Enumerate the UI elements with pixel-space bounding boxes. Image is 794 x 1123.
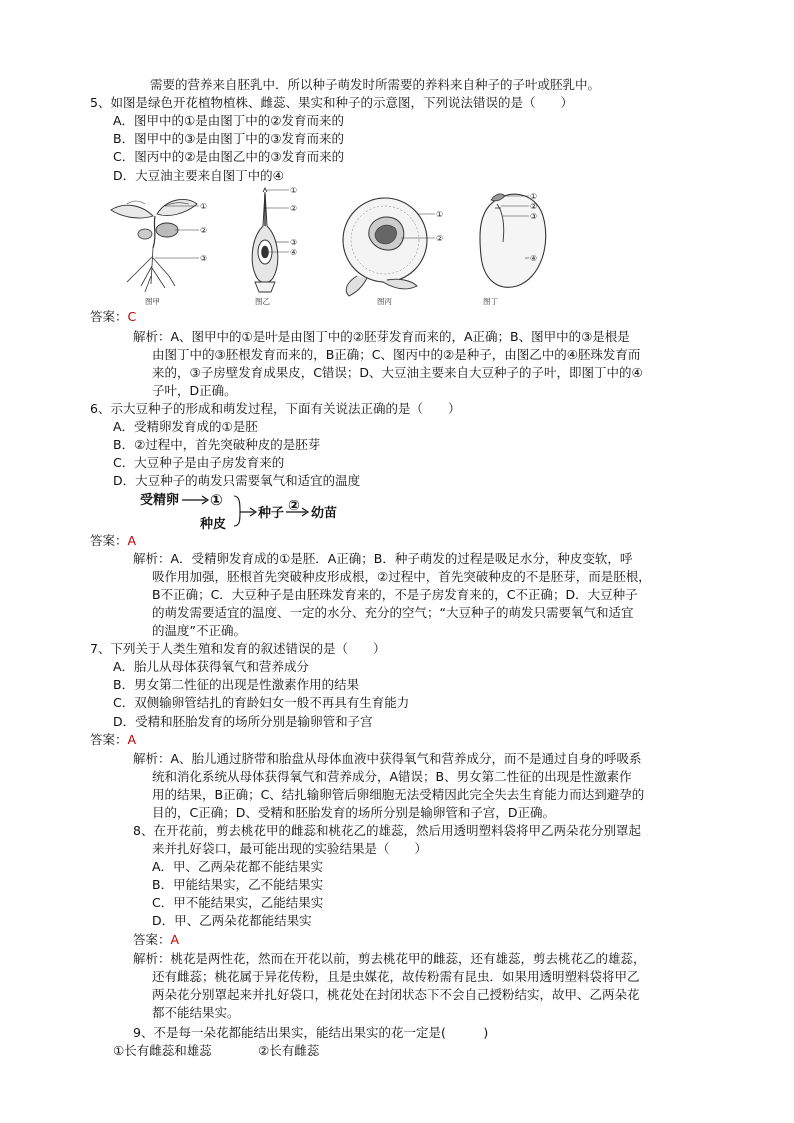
q5-option-d: D．大豆油主要来自图丁中的④: [113, 168, 284, 183]
q6-option-b: B．②过程中，首先突破种皮的是胚芽: [113, 437, 321, 452]
q9-option-1: ①长有雌蕊和雄蕊: [113, 1043, 212, 1058]
q7-stem: 7、下列关于人类生殖和发育的叙述错误的是（ ）: [90, 641, 386, 656]
diagram-egg: 受精卵: [140, 493, 180, 508]
q5-option-c: C．图丙中的②是由图乙中的③发育而来的: [113, 149, 345, 164]
caption-yi: 图乙: [255, 297, 270, 306]
q8-analysis-line-3: 两朵花分别罩起来并扎好袋口，桃花处在封闭状态下不会自己授粉结实，故甲、乙两朵花: [152, 987, 640, 1002]
diagram-node-1: ①: [210, 491, 223, 509]
diagram-node-2: ②: [288, 498, 300, 514]
q8-option-d: D．甲、乙两朵花都能结果实: [152, 913, 312, 928]
q5-stem: 5、如图是绿色开花植物植株、雌蕊、果实和种子的示意图，下列说法错误的是（ ）: [90, 95, 573, 110]
q8-option-b: B．甲能结果实，乙不能结果实: [152, 877, 324, 892]
q5-analysis-line-3: 来的，③子房壁发育成果皮，C错误；D、大豆油主要来自大豆种子的子叶，即图丁中的④: [152, 365, 643, 380]
q5-analysis-line-4: 子叶，D正确。: [152, 383, 237, 398]
yi-marker-3: ③: [290, 238, 298, 247]
q7-analysis-line-1: 解析：A、胎儿通过脐带和胎盘从母体血液中获得氧气和营养成分，而不是通过自身的呼吸系: [133, 751, 642, 766]
q8-analysis-line-1: 解析：桃花是两性花，然而在开花以前，剪去桃花甲的雌蕊，还有雄蕊，剪去桃花乙的雄蕊，: [133, 951, 646, 966]
q7-option-c: C．双侧输卵管结扎的育龄妇女一般不再具有生育能力: [113, 695, 410, 710]
q6-analysis-line-3: B不正确；C．大豆种子是由胚珠发育来的，不是子房发育来的，C不正确；D．大豆种子: [152, 587, 638, 602]
q7-answer-value: A: [127, 732, 137, 747]
q8-option-c: C．甲不能结果实，乙能结果实: [152, 895, 324, 910]
yi-marker-1: ①: [290, 186, 298, 195]
q5-answer-value: C: [127, 309, 137, 324]
ding-marker-1: ①: [530, 192, 538, 201]
q7-answer: 答案：A: [90, 732, 137, 747]
diagram-seed: 种子: [258, 506, 285, 521]
q6-answer: 答案：A: [90, 533, 137, 548]
jia-marker-1: ①: [200, 202, 208, 211]
q6-analysis-line-1: 解析：A．受精卵发育成的①是胚．A正确；B．种子萌发的过程是吸足水分，种皮变软，呼: [133, 551, 633, 566]
diagram-coat: 种皮: [200, 517, 227, 532]
bing-marker-1: ①: [436, 210, 444, 219]
q6-diagram: [140, 490, 360, 534]
diagram-seedling: 幼苗: [311, 506, 338, 521]
ding-marker-4: ④: [530, 254, 538, 263]
q6-analysis-line-2: 吸作用加强，胚根首先突破种皮形成根，②过程中，首先突破种皮的不是胚芽，而是胚根，: [152, 569, 651, 584]
q5-analysis-line-1: 解析：A、图甲中的①是叶是由图丁中的②胚芽发育而来的，A正确；B、图甲中的③是根是: [133, 329, 630, 344]
figure-bing: [343, 198, 443, 306]
ding-marker-3: ③: [530, 212, 538, 221]
q6-option-c: C．大豆种子是由子房发育来的: [113, 455, 285, 470]
q6-option-a: A．受精卵发育成的①是胚: [113, 419, 258, 434]
yi-marker-4: ④: [290, 248, 298, 257]
q8-answer: 答案：A: [133, 932, 180, 947]
jia-marker-2: ②: [200, 226, 208, 235]
q7-analysis-line-3: 用的结果，B正确；C、结扎输卵管后卵细胞无法受精因此完全失去生育能力而达到避孕的: [152, 787, 645, 802]
q7-option-a: A．胎儿从母体获得氧气和营养成分: [113, 659, 310, 674]
q7-analysis-line-2: 统和消化系统从母体获得氧气和营养成分，A错误；B、男女第二性征的出现是性激素作: [152, 769, 632, 784]
caption-bing: 图丙: [377, 297, 392, 306]
figure-yi: [252, 186, 297, 306]
q8-option-a: A．甲、乙两朵花都不能结果实: [152, 859, 324, 874]
q6-analysis-line-5: 的温度”不正确。: [152, 623, 246, 638]
q5-analysis-line-2: 由图丁中的③胚根发育而来的，B正确；C、图丙中的②是种子，由图乙中的④胚珠发育而: [152, 347, 641, 362]
q8-analysis-line-2: 还有雌蕊；桃花属于异花传粉，且是虫媒花，故传粉需有昆虫．如果用透明塑料袋将甲乙: [152, 969, 640, 984]
bing-marker-2: ②: [436, 234, 444, 243]
q5-answer: 答案：C: [90, 309, 137, 324]
q9-option-2: ②长有雌蕊: [258, 1043, 320, 1058]
q8-analysis-line-4: 都不能结果实。: [152, 1005, 240, 1020]
q8-stem-line-2: 来并扎好袋口，最可能出现的实验结果是（ ）: [152, 841, 428, 856]
q6-answer-value: A: [127, 533, 137, 548]
q5-option-a: A．图甲中的①是由图丁中的②发育而来的: [113, 113, 344, 128]
q6-stem: 6、示大豆种子的形成和萌发过程，下面有关说法正确的是（ ）: [90, 401, 461, 416]
yi-marker-2: ②: [290, 204, 298, 213]
ding-marker-2: ②: [530, 202, 538, 211]
q5-figure: [105, 186, 565, 308]
intro-line: 需要的营养来自胚乳中．所以种子萌发时所需要的养料来自种子的子叶或胚乳中。: [150, 77, 601, 92]
caption-ding: 图丁: [483, 297, 498, 306]
q8-stem-line-1: 8、在开花前，剪去桃花甲的雌蕊和桃花乙的雄蕊，然后用透明塑料袋将甲乙两朵花分别罩起: [133, 823, 641, 838]
q8-answer-value: A: [170, 932, 180, 947]
figure-jia: [111, 199, 207, 306]
q7-analysis-line-4: 目的，C正确；D、受精和胚胎发育的场所分别是输卵管和子宫，D正确。: [152, 805, 555, 820]
q6-analysis-line-4: 的萌发需要适宜的温度、一定的水分、充分的空气；“大豆种子的萌发只需要氧气和适宜: [152, 605, 634, 620]
caption-jia: 图甲: [145, 297, 160, 306]
q9-stem: 9、不是每一朵花都能结出果实，能结出果实的花一定是( ): [133, 1025, 489, 1040]
q5-option-b: B．图甲中的③是由图丁中的③发育而来的: [113, 131, 344, 146]
figure-ding: [480, 192, 546, 306]
jia-marker-3: ③: [200, 254, 208, 263]
q7-option-d: D．受精和胚胎发育的场所分别是输卵管和子宫: [113, 714, 373, 729]
q7-option-b: B．男女第二性征的出现是性激素作用的结果: [113, 677, 360, 692]
q6-option-d: D．大豆种子的萌发只需要氧气和适宜的温度: [113, 473, 361, 488]
